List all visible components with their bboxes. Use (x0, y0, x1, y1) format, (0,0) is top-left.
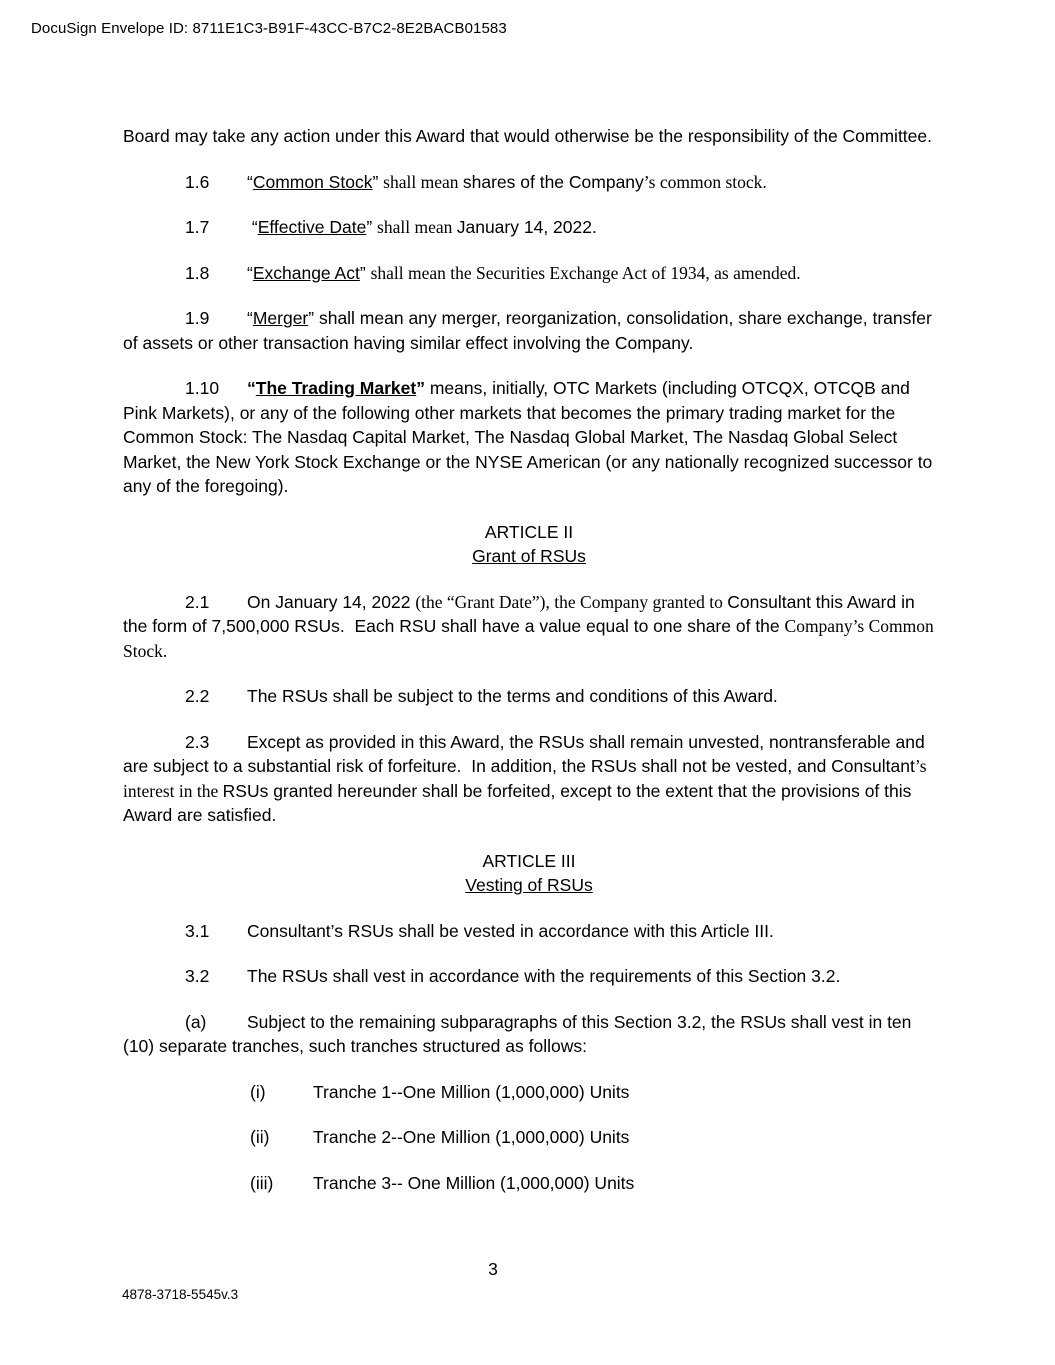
paragraph-number: 2.2 (185, 686, 210, 706)
paragraph-ii (123, 1125, 935, 1150)
paragraph-number: (ii) (250, 1127, 270, 1147)
text-segment: ’s interest in the (123, 756, 927, 801)
text-segment: ” (366, 217, 378, 237)
heading-line: Vesting of RSUs (465, 875, 593, 895)
heading-line: Grant of RSUs (472, 546, 586, 566)
docusign-envelope-id: DocuSign Envelope ID: 8711E1C3-B91F-43CC-B7C2-8E2BACB01583 (31, 20, 507, 37)
heading-line: ARTICLE II (484, 521, 574, 542)
paragraph-1.6 (123, 170, 935, 195)
section-heading (123, 849, 935, 898)
text-segment: Exchange Act (252, 262, 360, 283)
paragraph-number: 1.7 (185, 217, 210, 237)
paragraph-number: (i) (250, 1081, 266, 1102)
text-segment: shares of the Company (462, 171, 644, 192)
document-body (123, 124, 935, 1216)
text-segment: Board may take any action under this Award that would otherwise be the responsibility of the Committee. (123, 126, 932, 146)
text-segment: ” (416, 378, 425, 398)
paragraph-number: 1.8 (185, 262, 210, 283)
text-segment: RSUs granted hereunder shall be forfeited, except to the extent that the provisions of this Award are satisfied. (123, 780, 912, 825)
text-segment: ” shall mean any merger, reorganization, consolidation, share exchange, transfer of assets or other transaction having similar effect involving the Company. (123, 308, 932, 353)
text-segment: (the “Grant Date”), the Company granted to (415, 591, 728, 612)
text-segment: ” (359, 262, 371, 283)
text-segment: The Trading Market (255, 378, 417, 398)
text-segment: Subject to the remaining subparagraphs of this Section 3.2, the RSUs shall vest in ten (10) separate tranches, such tranches structured as follows: (123, 1011, 912, 1056)
text-segment: Consultant this Award in the form of 7,500,000 RSUs. Each RSU shall have a value equal to one share of the (123, 591, 915, 636)
paragraph-2.1 (123, 590, 935, 664)
text-segment: “ (247, 171, 253, 192)
paragraph-number: 2.3 (185, 731, 210, 752)
text-segment: Tranche 1--One Million (1,000,000) Units (313, 1081, 630, 1102)
paragraph-1.10 (123, 376, 935, 499)
paragraph-number: (a) (185, 1011, 207, 1032)
paragraph-3.2 (123, 964, 935, 989)
text-segment: “ (247, 308, 253, 328)
text-segment: Merger (252, 308, 309, 328)
paragraph-a (123, 1010, 935, 1059)
text-segment: On January 14, 2022 (247, 591, 416, 612)
paragraph-number: 3.1 (185, 920, 210, 941)
text-segment: “ (247, 378, 256, 398)
paragraph-number: (iii) (250, 1172, 274, 1193)
text-segment: shall mean (383, 171, 463, 192)
paragraph-number: 1.10 (185, 378, 220, 398)
text-segment: “ (247, 262, 253, 283)
text-segment: Except as provided in this Award, the RSUs shall remain unvested, nontransferable and are subject to a substantial risk of forfeiture. In addition, the RSUs shall not be vested, and Consultant (123, 731, 925, 776)
text-segment: The RSUs shall be subject to the terms and conditions of this Award. (247, 686, 778, 706)
paragraph-1.9 (123, 306, 935, 355)
text-segment: Effective Date (257, 217, 367, 237)
paragraph-number: 2.1 (185, 591, 210, 612)
paragraph-i (123, 1080, 935, 1105)
intro-paragraph (123, 124, 935, 149)
text-segment: Company’s Common Stock. (123, 616, 934, 661)
heading-line: ARTICLE III (482, 850, 576, 871)
text-segment: shall mean (377, 217, 457, 237)
paragraph-1.8 (123, 261, 935, 286)
paragraph-2.2 (123, 684, 935, 709)
text-segment: Tranche 3-- One Million (1,000,000) Units (313, 1172, 635, 1193)
text-segment: The RSUs shall vest in accordance with the requirements of this Section 3.2. (247, 966, 841, 986)
paragraph-number: 1.9 (185, 308, 210, 328)
text-segment: means, initially, OTC Markets (including OTCQX, OTCQB and Pink Markets), or any of the following other markets that becomes the primary trading market for the Common Stock: The Nasdaq Capital Market, The Nasdaq Global Market, The Nasdaq Global Select Market, the New York Stock Exchange or the NYSE American (or any nationally recognized successor to any of the foregoing). (123, 378, 933, 496)
section-heading (123, 520, 935, 569)
text-segment: ” (372, 171, 384, 192)
text-segment: shall mean the Securities Exchange Act of 1934, as amended. (370, 262, 801, 283)
paragraph-number: 1.6 (185, 171, 210, 192)
paragraph-number: 3.2 (185, 966, 210, 986)
text-segment: Tranche 2--One Million (1,000,000) Units (313, 1127, 630, 1147)
paragraph-3.1 (123, 919, 935, 944)
paragraph-iii (123, 1171, 935, 1196)
page-number: 3 (488, 1259, 498, 1279)
paragraph-1.7 (123, 215, 935, 240)
text-segment: “ (247, 217, 258, 237)
document-footer-id: 4878-3718-5545v.3 (122, 1287, 239, 1302)
text-segment: ’s common stock. (643, 171, 767, 192)
text-segment: January 14, 2022. (456, 217, 597, 237)
paragraph-2.3 (123, 730, 935, 828)
text-segment: Consultant’s RSUs shall be vested in accordance with this Article III. (247, 920, 774, 941)
text-segment: Common Stock (252, 171, 373, 192)
